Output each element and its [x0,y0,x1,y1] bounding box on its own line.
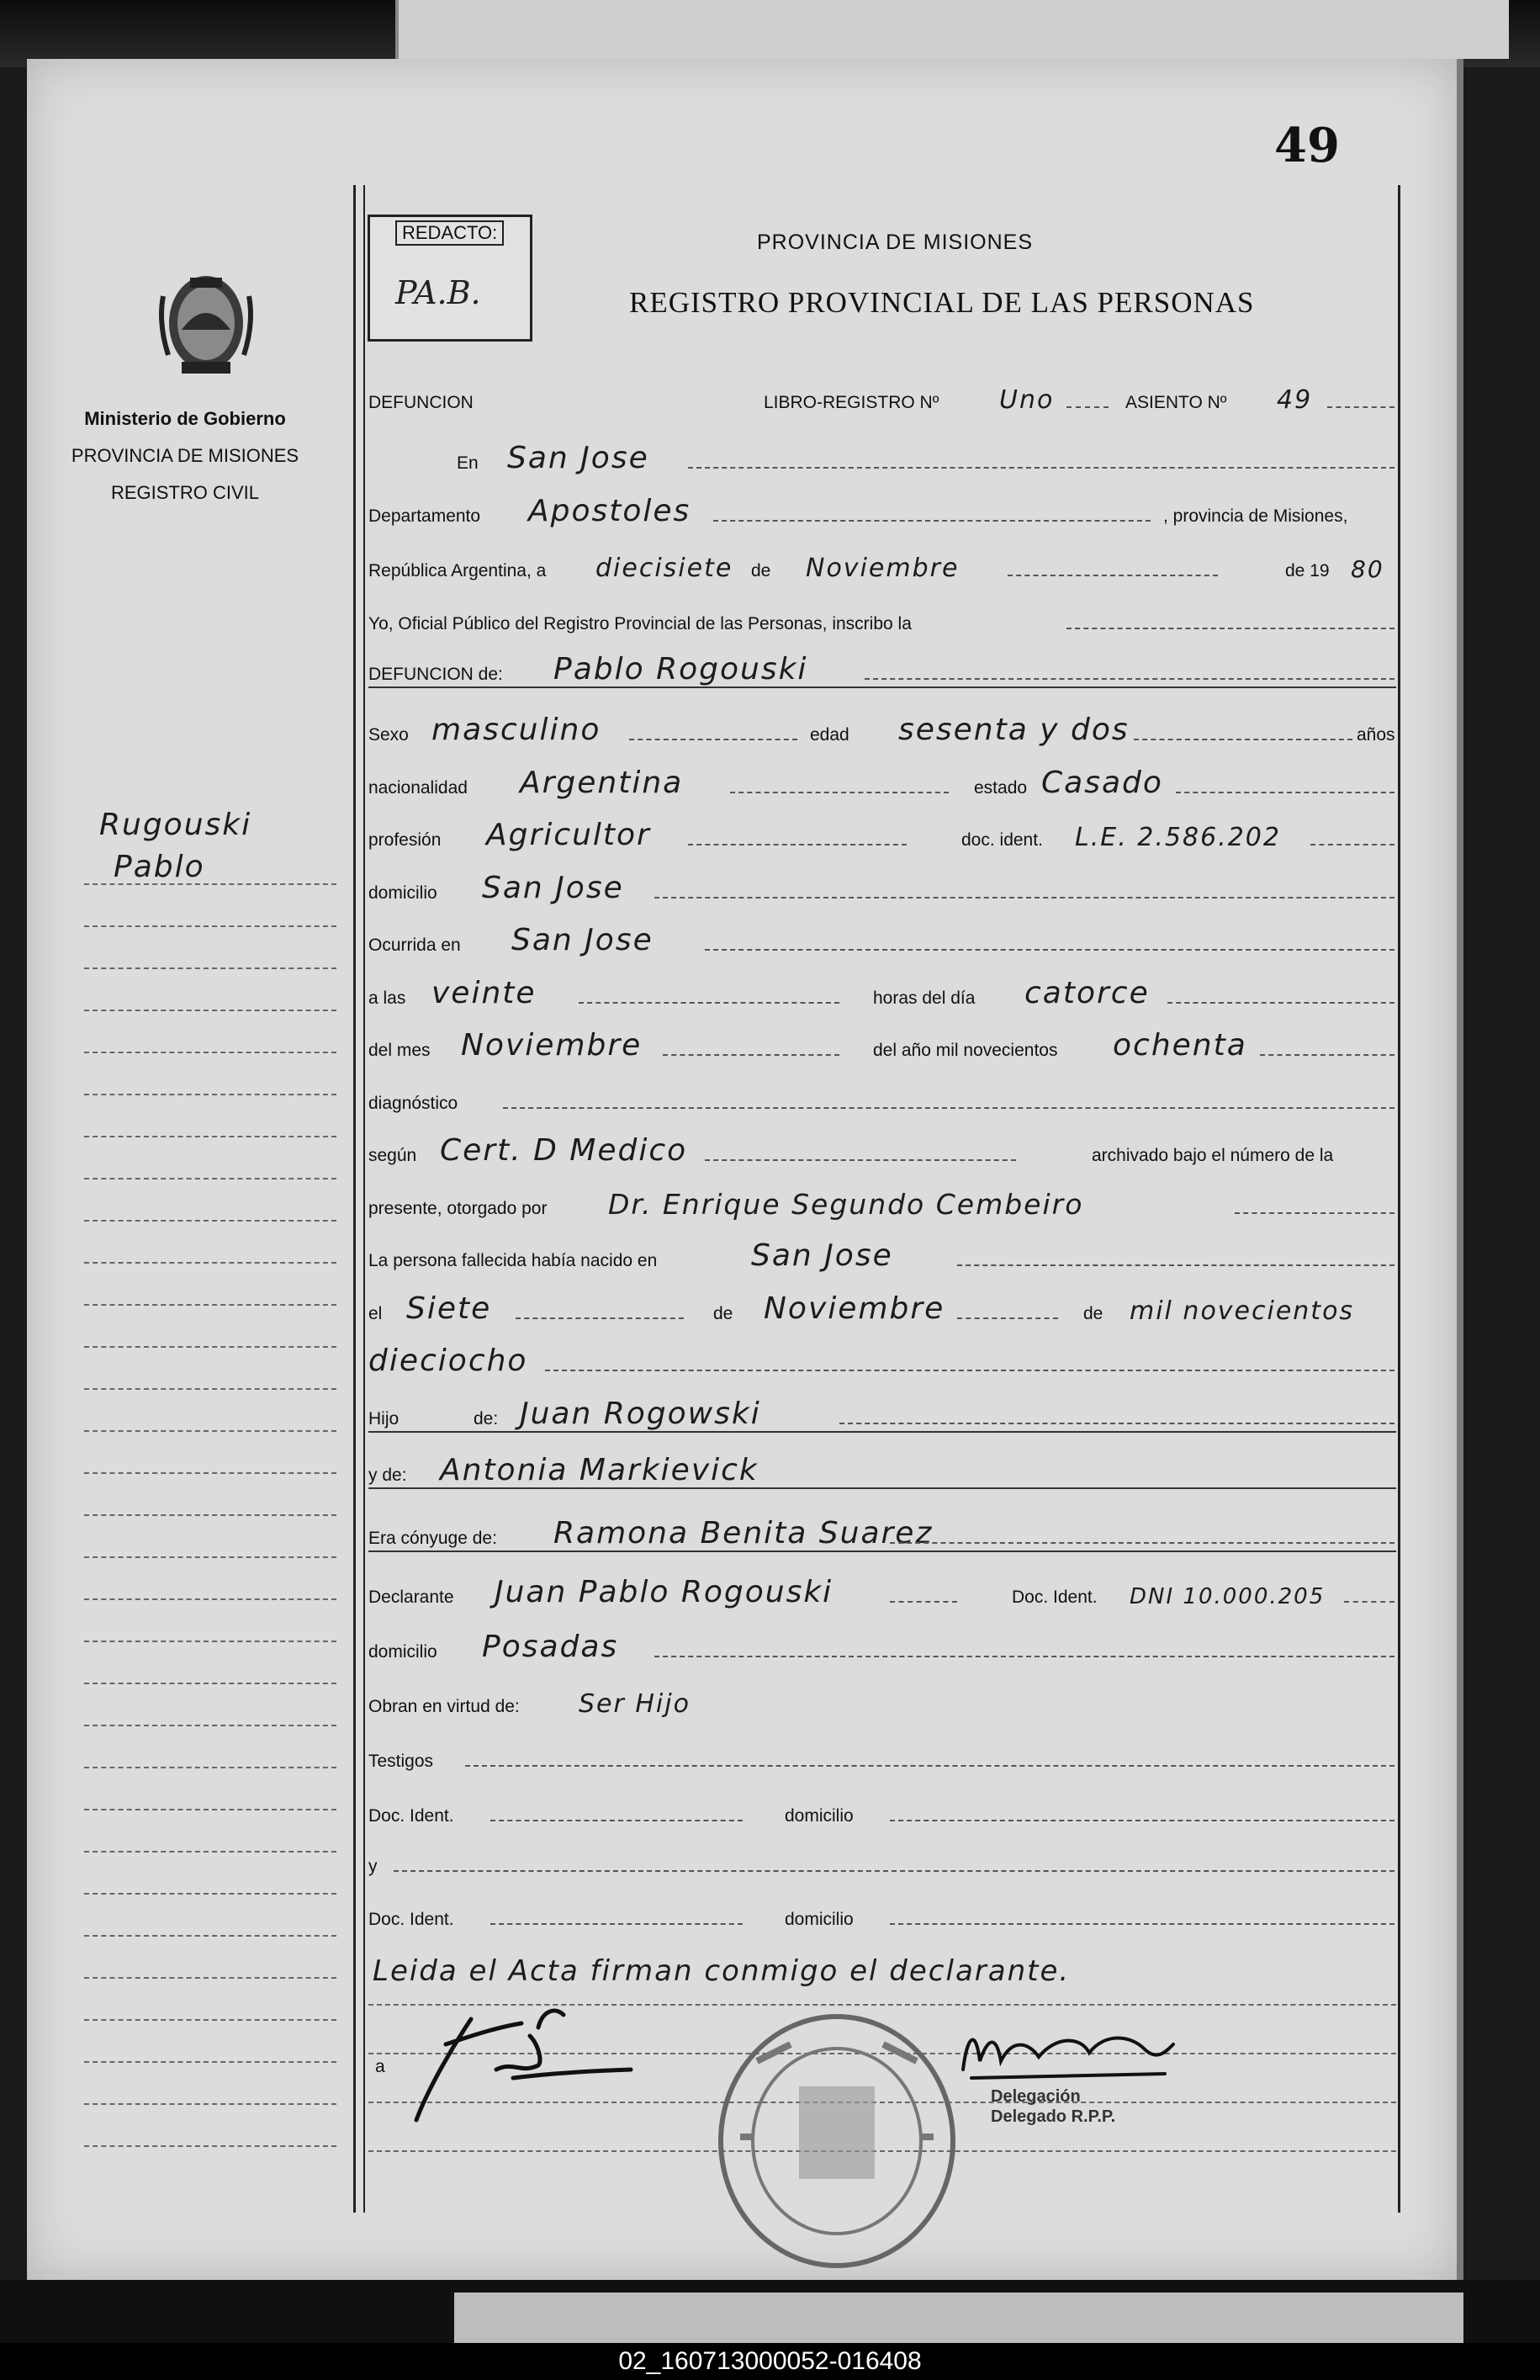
row-segun [368,1133,1396,1169]
left-margin-rule-inner [363,185,365,2213]
de-label-2: de [713,1304,733,1323]
en-value: San Jose [507,441,649,475]
delmes-value: Noviembre [461,1028,643,1063]
doc-ident-label: doc. ident. [961,830,1043,850]
de-ano-label: de 19 [1285,561,1330,580]
nacionalidad-label: nacionalidad [368,778,468,798]
row-defuncion-de [368,652,1396,688]
libro-label: LIBRO-REGISTRO Nº [764,393,939,412]
sexo-value: masculino [431,713,601,747]
row-sexo [368,715,1396,749]
row-obran [368,1687,1396,1720]
estado-label: estado [974,778,1028,798]
departamento-value: Apostoles [528,494,691,528]
nacano-value: mil novecientos [1130,1296,1355,1326]
domicilio-value: San Jose [482,871,624,905]
segun-label: según [368,1146,417,1165]
row-dieciocho [368,1346,1396,1380]
row-alas [368,978,1396,1012]
delano-label: del año mil novecientos [873,1041,1058,1060]
nacionalidad-value: Argentina [520,766,684,800]
margin-surname: Rugouski [99,808,252,842]
page-behind [395,0,1509,59]
profesion-label: profesión [368,830,442,850]
edad-label: edad [810,725,849,745]
declarante-label: Declarante [368,1588,454,1607]
alas-label: a las [368,989,406,1008]
alas-value: veinte [431,976,537,1010]
anos-label: años [1357,725,1395,745]
left-margin-rule [353,185,356,2213]
asiento-value: 49 [1277,385,1313,415]
sexo-label: Sexo [368,725,409,745]
row-ocurrida [368,925,1396,959]
nacmes-value: Noviembre [764,1291,945,1326]
row-testigos [368,1741,1396,1775]
decl-doc-value: DNI 10.000.205 [1130,1584,1326,1609]
libro-value: Uno [999,385,1055,415]
horas-value: catorce [1024,976,1150,1010]
page-below [454,2293,1463,2343]
row-profesion [368,820,1396,854]
row-testigo1 [368,1796,1396,1830]
redacto-value: PA.B. [395,274,481,311]
t1-dom-label: domicilio [785,1806,854,1826]
obran-value: Ser Hijo [579,1689,691,1719]
decl-domicilio-value: Posadas [482,1630,619,1664]
ministry-block [34,400,336,512]
image-filename: 02_160713000052-016408 [618,2347,922,2375]
coat-of-arms-seal [156,262,256,382]
presente-value: Dr. Enrique Segundo Cembeiro [608,1188,1084,1221]
doc-ident-value: L.E. 2.586.202 [1075,823,1281,852]
mes-value: Noviembre [806,554,960,583]
edad-value: sesenta y dos [898,713,1130,747]
province-title: PROVINCIA DE MISIONES [757,231,1034,254]
conyuge-label: Era cónyuge de: [368,1529,497,1548]
ano-value: 80 [1351,555,1384,583]
row-departamento [368,496,1396,530]
delegation-stamp-text [991,2086,1115,2127]
madre-value: Antonia Markievick [440,1453,759,1487]
row-y [368,1847,1396,1880]
row-closing [368,1956,1396,1990]
nacido-label: La persona fallecida había nacido en [368,1251,658,1270]
de-label-1: de [751,561,771,580]
redacto-box [368,215,532,342]
row-libro [368,383,1396,416]
testigos-label: Testigos [368,1752,434,1771]
de-label-3: de [1083,1304,1103,1323]
segun-value: Cert. D Medico [440,1133,688,1168]
profesion-value: Agricultor [486,818,651,852]
delegation-line1: Delegación [991,2087,1081,2106]
row-el [368,1291,1396,1328]
decl-doc-label: Doc. Ident. [1012,1588,1098,1607]
row-yde [368,1455,1396,1489]
row-republica [368,551,1396,585]
delmes-label: del mes [368,1041,431,1060]
presente-label: presente, otorgado por [368,1199,548,1218]
ministry-line3: REGISTRO CIVIL [110,482,260,503]
right-margin-rule [1398,185,1400,2213]
declarant-signature [395,1994,648,2137]
dia-value: diecisiete [595,554,733,583]
defuncion-de-label: DEFUNCION de: [368,665,503,684]
redacto-label: REDACTO: [395,220,504,246]
yde-label: y de: [368,1466,407,1485]
delano-value: ochenta [1113,1028,1247,1063]
margin-ruled-lines [84,841,336,2204]
hijo-label: Hijo [368,1409,400,1429]
delegation-line2: Delegado R.P.P. [991,2107,1116,2126]
t1-doc-label: Doc. Ident. [368,1806,454,1826]
ministry-line1: Ministerio de Gobierno [84,408,286,429]
en-label: En [457,453,479,473]
row-hijo [368,1399,1396,1433]
row-decl-domicilio [368,1632,1396,1666]
page-number: 49 [1274,118,1340,173]
nacido-value: San Jose [751,1238,893,1273]
el-value: Siete [406,1291,492,1326]
departamento-label: Departamento [368,506,481,526]
row-en [368,443,1396,477]
provincia-suffix: , provincia de Misiones, [1163,506,1348,526]
row-delmes [368,1028,1396,1064]
diagnostico-label: diagnóstico [368,1094,458,1113]
firma-prefix: a [375,2057,385,2076]
hijo-de-label: de: [474,1409,499,1429]
registry-stamp [715,2011,959,2271]
ocurrida-value: San Jose [511,923,654,957]
defuncion-heading: DEFUNCION [368,393,474,412]
row-nacionalidad [368,768,1396,802]
decl-domicilio-label: domicilio [368,1642,437,1662]
row-nacido [368,1238,1396,1275]
ocurrida-label: Ocurrida en [368,936,461,955]
ministry-line2: PROVINCIA DE MISIONES [71,445,299,466]
horas-label: horas del día [873,989,976,1008]
domicilio-label: domicilio [368,883,437,903]
padre-value: Juan Rogowski [520,1397,761,1431]
row-diagnostico [368,1084,1396,1117]
asiento-label: ASIENTO Nº [1125,393,1227,412]
row-domicilio [368,873,1396,907]
row-conyuge [368,1516,1396,1552]
row-testigo2 [368,1900,1396,1933]
nacano-value-2: dieciocho [368,1344,528,1378]
registry-title: REGISTRO PROVINCIAL DE LAS PERSONAS [629,286,1255,319]
conyuge-value: Ramona Benita Suarez [553,1516,934,1550]
estado-value: Casado [1041,766,1163,800]
margin-given-name: Pablo [114,850,205,884]
row-declarante [368,1577,1396,1611]
el-label: el [368,1304,383,1323]
yo-text: Yo, Oficial Público del Registro Provincial de las Personas, inscribo la [368,614,912,633]
closing-text: Leida el Acta firman conmigo el declarante. [373,1954,1071,1988]
y-label: y [368,1857,378,1876]
obran-label: Obran en virtud de: [368,1697,520,1716]
republica-label: República Argentina, a [368,561,547,580]
row-yo [368,604,1396,638]
officer-signature [955,2011,1182,2095]
archivado-label: archivado bajo el número de la [1092,1146,1334,1165]
t2-dom-label: domicilio [785,1910,854,1929]
row-presente [368,1189,1396,1222]
t2-doc-label: Doc. Ident. [368,1910,454,1929]
declarante-value: Juan Pablo Rogouski [495,1575,834,1609]
defuncion-de-value: Pablo Rogouski [553,652,808,686]
